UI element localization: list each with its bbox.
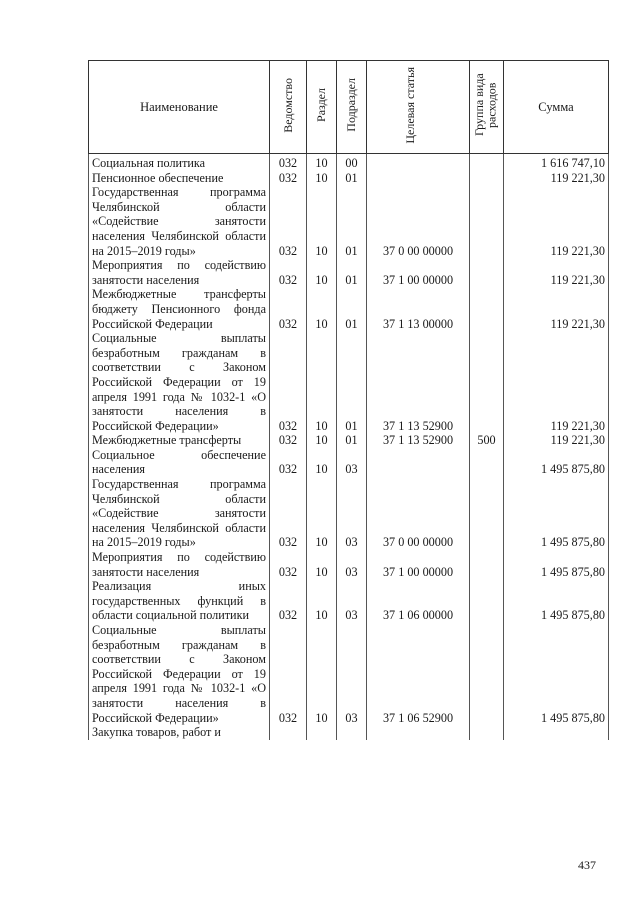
- cell-ved: 032: [270, 258, 307, 287]
- header-razdel: [307, 61, 337, 154]
- cell-name: Межбюджетные трансферты: [89, 433, 270, 448]
- cell-grp: [470, 623, 504, 725]
- cell-ved: 032: [270, 433, 307, 448]
- header-gruppa-label: Группа вида расходов: [471, 73, 499, 137]
- cell-name: Мероприятия по содействию занятости населения: [89, 258, 270, 287]
- cell-pod: 01: [337, 331, 367, 433]
- cell-grp: [470, 287, 504, 331]
- cell-grp: [470, 579, 504, 623]
- cell-grp: [470, 550, 504, 579]
- cell-grp: 500: [470, 433, 504, 448]
- cell-pod: 01: [337, 185, 367, 258]
- cell-pod: 01: [337, 258, 367, 287]
- cell-ved: [270, 725, 307, 740]
- header-celevaya-label: Целевая статья: [403, 66, 417, 144]
- cell-name: Государственная программа Челябинской области «Содействие занятости населения Челябинской области на 2015–2019 годы»: [89, 477, 270, 550]
- cell-pod: 00: [337, 154, 367, 171]
- cell-ved: 032: [270, 154, 307, 171]
- cell-sum: 119 221,30: [504, 433, 609, 448]
- cell-cel: 37 1 06 00000: [367, 579, 470, 623]
- cell-name: Мероприятия по содействию занятости населения: [89, 550, 270, 579]
- table-row: [89, 154, 609, 171]
- cell-name: Социальные выплаты безработным гражданам в соответствии с Законом Российской Федерации от 19 апреля 1991 года № 1032-1 «О занятости населения в Российской Федерации»: [89, 623, 270, 725]
- header-celevaya: [367, 61, 470, 154]
- cell-pod: 01: [337, 287, 367, 331]
- cell-ved: 032: [270, 579, 307, 623]
- cell-ved: 032: [270, 185, 307, 258]
- cell-raz: 10: [307, 331, 337, 433]
- cell-grp: [470, 477, 504, 550]
- page-number: 437: [578, 858, 596, 872]
- cell-sum: 1 616 747,10: [504, 154, 609, 171]
- cell-raz: 10: [307, 433, 337, 448]
- header-gruppa: [470, 61, 504, 154]
- cell-raz: 10: [307, 185, 337, 258]
- cell-cel: 37 1 00 00000: [367, 550, 470, 579]
- cell-raz: 10: [307, 258, 337, 287]
- header-name: Наименование: [89, 61, 270, 154]
- cell-cel: [367, 171, 470, 186]
- cell-grp: [470, 258, 504, 287]
- cell-raz: 10: [307, 171, 337, 186]
- cell-name: Межбюджетные трансферты бюджету Пенсионного фонда Российской Федерации: [89, 287, 270, 331]
- cell-pod: 03: [337, 550, 367, 579]
- cell-cel: [367, 448, 470, 477]
- table-body: [89, 154, 609, 740]
- cell-raz: 10: [307, 154, 337, 171]
- cell-name: Социальная политика: [89, 154, 270, 171]
- cell-ved: 032: [270, 550, 307, 579]
- cell-grp: [470, 725, 504, 740]
- header-podrazdel-label: Подраздел: [344, 78, 359, 132]
- table-row: [89, 550, 609, 579]
- cell-raz: 10: [307, 550, 337, 579]
- cell-raz: 10: [307, 477, 337, 550]
- cell-sum: 119 221,30: [504, 331, 609, 433]
- cell-sum: 119 221,30: [504, 185, 609, 258]
- cell-sum: 1 495 875,80: [504, 477, 609, 550]
- cell-ved: 032: [270, 171, 307, 186]
- table-row: [89, 477, 609, 550]
- header-vedomstvo: [270, 61, 307, 154]
- cell-cel: 37 1 06 52900: [367, 623, 470, 725]
- cell-sum: [504, 725, 609, 740]
- cell-sum: 1 495 875,80: [504, 579, 609, 623]
- cell-sum: 119 221,30: [504, 287, 609, 331]
- table-row: [89, 287, 609, 331]
- cell-raz: 10: [307, 448, 337, 477]
- table-row: [89, 579, 609, 623]
- cell-grp: [470, 154, 504, 171]
- cell-sum: 1 495 875,80: [504, 550, 609, 579]
- cell-cel: 37 0 00 00000: [367, 185, 470, 258]
- cell-name: Социальные выплаты безработным гражданам в соответствии с Законом Российской Федерации от 19 апреля 1991 года № 1032-1 «О занятости населения в Российской Федерации»: [89, 331, 270, 433]
- cell-sum: 119 221,30: [504, 258, 609, 287]
- cell-sum: 1 495 875,80: [504, 623, 609, 725]
- cell-sum: 119 221,30: [504, 171, 609, 186]
- cell-ved: 032: [270, 448, 307, 477]
- cell-grp: [470, 448, 504, 477]
- cell-pod: 03: [337, 477, 367, 550]
- cell-pod: 01: [337, 433, 367, 448]
- cell-ved: 032: [270, 287, 307, 331]
- cell-pod: 03: [337, 448, 367, 477]
- table-row: [89, 433, 609, 448]
- cell-cel: [367, 725, 470, 740]
- cell-ved: 032: [270, 623, 307, 725]
- cell-ved: 032: [270, 331, 307, 433]
- table-header: [89, 61, 609, 154]
- table-row: [89, 725, 609, 740]
- cell-pod: 01: [337, 171, 367, 186]
- header-summa: Сумма: [504, 61, 609, 154]
- budget-table: [88, 60, 609, 740]
- table-row: [89, 623, 609, 725]
- cell-cel: 37 1 13 52900: [367, 331, 470, 433]
- cell-cel: 37 1 00 00000: [367, 258, 470, 287]
- cell-cel: 37 1 13 00000: [367, 287, 470, 331]
- cell-raz: [307, 725, 337, 740]
- table-row: [89, 258, 609, 287]
- cell-name: Государственная программа Челябинской области «Содействие занятости населения Челябинской области на 2015–2019 годы»: [89, 185, 270, 258]
- cell-grp: [470, 185, 504, 258]
- cell-name: Социальное обеспечение населения: [89, 448, 270, 477]
- cell-cel: 37 1 13 52900: [367, 433, 470, 448]
- table-row: [89, 331, 609, 433]
- cell-cel: 37 0 00 00000: [367, 477, 470, 550]
- table-row: [89, 171, 609, 186]
- cell-pod: 03: [337, 579, 367, 623]
- cell-name: Реализация иных государственных функций в области социальной политики: [89, 579, 270, 623]
- cell-sum: 1 495 875,80: [504, 448, 609, 477]
- header-podrazdel: [337, 61, 367, 154]
- cell-cel: [367, 154, 470, 171]
- header-razdel-label: Раздел: [314, 88, 329, 122]
- cell-pod: 03: [337, 623, 367, 725]
- cell-raz: 10: [307, 623, 337, 725]
- cell-pod: [337, 725, 367, 740]
- table-row: [89, 185, 609, 258]
- cell-raz: 10: [307, 287, 337, 331]
- cell-raz: 10: [307, 579, 337, 623]
- cell-ved: 032: [270, 477, 307, 550]
- cell-grp: [470, 171, 504, 186]
- table-row: [89, 448, 609, 477]
- cell-grp: [470, 331, 504, 433]
- header-vedomstvo-label: Ведомство: [280, 77, 295, 133]
- cell-name: Пенсионное обеспечение: [89, 171, 270, 186]
- cell-name: Закупка товаров, работ и: [89, 725, 270, 740]
